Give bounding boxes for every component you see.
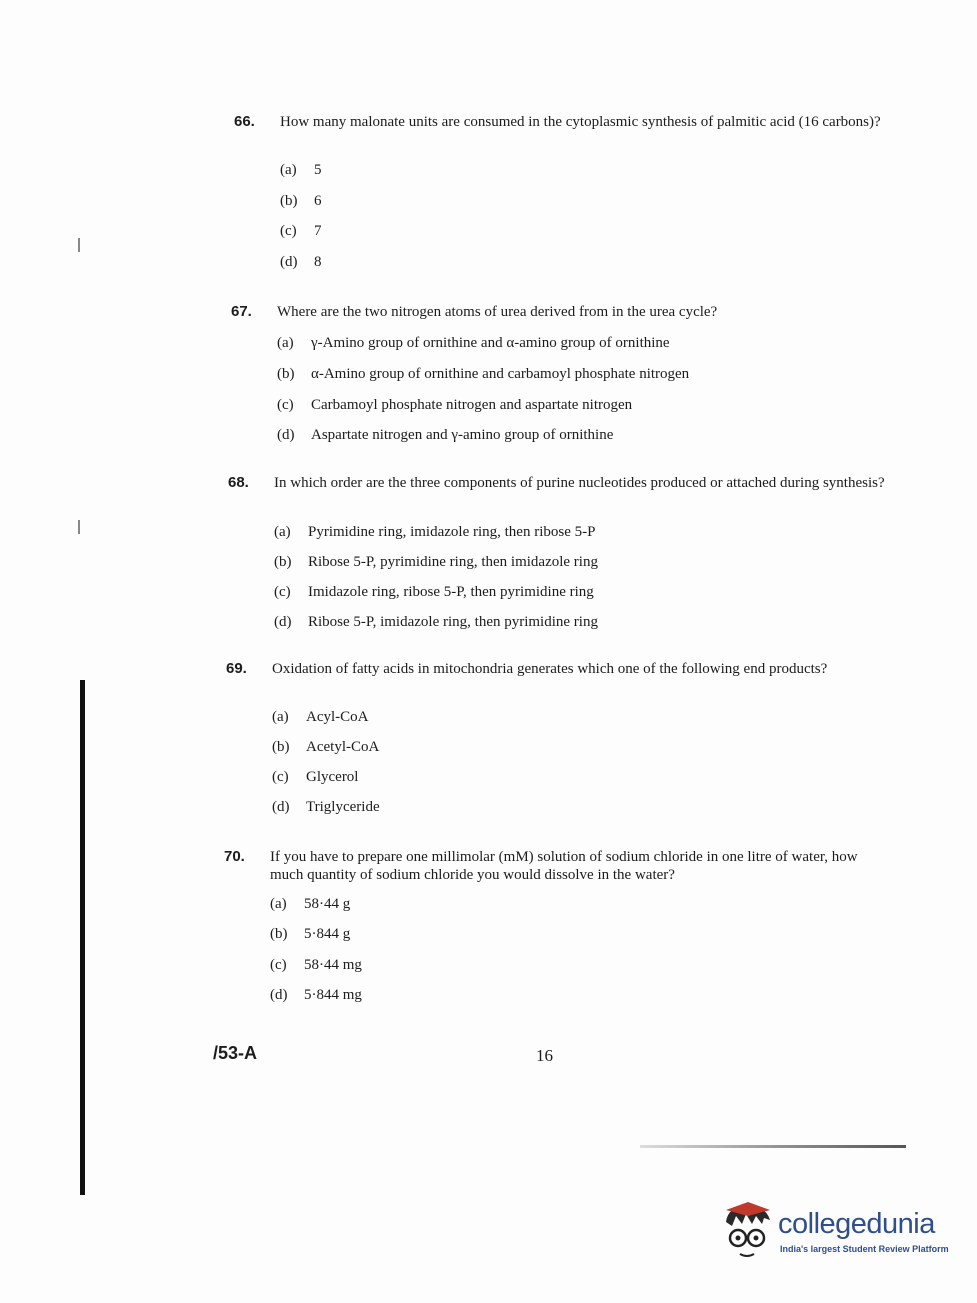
option-text: 58·44 mg — [304, 957, 362, 973]
collegedunia-logo — [718, 1196, 948, 1266]
question-text: Oxidation of fatty acids in mitochondria generates which one of the following end products? — [272, 661, 828, 677]
option-b — [274, 554, 598, 571]
option-label: (c) — [277, 397, 294, 413]
option-a — [274, 524, 595, 541]
question-number: 70. — [224, 848, 245, 865]
question-70 — [224, 848, 884, 1008]
option-label: (a) — [277, 335, 294, 351]
question-number: 69. — [226, 660, 247, 677]
option-label: (b) — [280, 193, 298, 209]
option-text: 5 — [314, 162, 322, 178]
option-b — [280, 193, 322, 210]
question-text: Where are the two nitrogen atoms of urea derived from in the urea cycle? — [277, 304, 718, 320]
option-text: 8 — [314, 254, 322, 270]
option-b — [272, 739, 379, 756]
option-text: Carbamoyl phosphate nitrogen and aspartate nitrogen — [311, 397, 633, 413]
question-number: 67. — [231, 303, 252, 320]
option-text: Triglyceride — [306, 799, 380, 815]
option-label: (d) — [270, 987, 288, 1003]
option-c — [272, 769, 358, 786]
option-b — [270, 926, 350, 943]
option-label: (d) — [274, 614, 292, 630]
option-text: Ribose 5-P, pyrimidine ring, then imidazole ring — [308, 554, 598, 570]
option-label: (a) — [272, 709, 289, 725]
logo-wordmark: collegedunia — [778, 1208, 935, 1240]
option-text: 7 — [314, 223, 322, 239]
option-text: Ribose 5-P, imidazole ring, then pyrimidine ring — [308, 614, 598, 630]
option-text: 5·844 g — [304, 926, 351, 942]
option-d — [270, 987, 362, 1004]
option-text: Acetyl-CoA — [306, 739, 380, 755]
question-68 — [228, 474, 888, 634]
option-label: (a) — [270, 896, 287, 912]
option-b — [277, 366, 689, 383]
page-number: 16 — [536, 1046, 553, 1065]
option-a — [272, 709, 369, 726]
logo-tagline: India's largest Student Review Platform — [780, 1244, 949, 1254]
option-text: α-Amino group of ornithine and carbamoyl phosphate nitrogen — [311, 366, 690, 382]
option-label: (a) — [274, 524, 291, 540]
option-label: (d) — [280, 254, 298, 270]
question-number: 66. — [234, 113, 255, 130]
option-c — [280, 223, 322, 240]
option-label: (b) — [272, 739, 290, 755]
option-label: (c) — [272, 769, 289, 785]
option-c — [274, 584, 594, 601]
option-d — [280, 254, 322, 271]
option-c — [270, 957, 362, 974]
option-text: Acyl-CoA — [306, 709, 369, 725]
option-a — [277, 335, 670, 352]
question-66 — [234, 113, 894, 273]
question-number: 68. — [228, 474, 249, 491]
scan-line-artifact — [640, 1145, 906, 1148]
option-label: (a) — [280, 162, 297, 178]
option-label: (b) — [277, 366, 295, 382]
option-text: Imidazole ring, ribose 5-P, then pyrimidine ring — [308, 584, 594, 600]
option-d — [274, 614, 598, 631]
option-label: (c) — [274, 584, 291, 600]
option-text: 6 — [314, 193, 322, 209]
option-label: (c) — [270, 957, 287, 973]
question-text: How many malonate units are consumed in the cytoplasmic synthesis of palmitic acid (16 carbons)? — [280, 114, 881, 130]
scan-artifact — [78, 520, 80, 534]
option-text: Pyrimidine ring, imidazole ring, then ribose 5-P — [308, 524, 596, 540]
scan-artifact — [78, 238, 80, 252]
option-text: Glycerol — [306, 769, 359, 785]
option-label: (c) — [280, 223, 297, 239]
option-text: 58·44 g — [304, 896, 351, 912]
question-text: In which order are the three components of purine nucleotides produced or attached during synthesis? — [274, 475, 885, 491]
question-67 — [231, 303, 871, 449]
mascot-icon — [718, 1200, 778, 1262]
option-label: (d) — [272, 799, 290, 815]
option-text: 5·844 mg — [304, 987, 362, 1003]
option-a — [270, 896, 350, 913]
booklet-code: /53-A — [213, 1043, 258, 1063]
question-text: If you have to prepare one millimolar (mM) solution of sodium chloride in one litre of water, how much quantity of sodium chloride you would dissolve in the water? — [270, 849, 858, 883]
option-a — [280, 162, 322, 179]
option-d — [277, 427, 613, 444]
scan-edge-bar — [80, 680, 85, 1195]
option-c — [277, 397, 632, 414]
option-label: (b) — [274, 554, 292, 570]
option-label: (b) — [270, 926, 288, 942]
option-d — [272, 799, 380, 816]
option-text: γ-Amino group of ornithine and α-amino group of ornithine — [311, 335, 670, 351]
option-label: (d) — [277, 427, 295, 443]
option-text: Aspartate nitrogen and γ-amino group of ornithine — [311, 427, 614, 443]
question-69 — [226, 660, 886, 820]
